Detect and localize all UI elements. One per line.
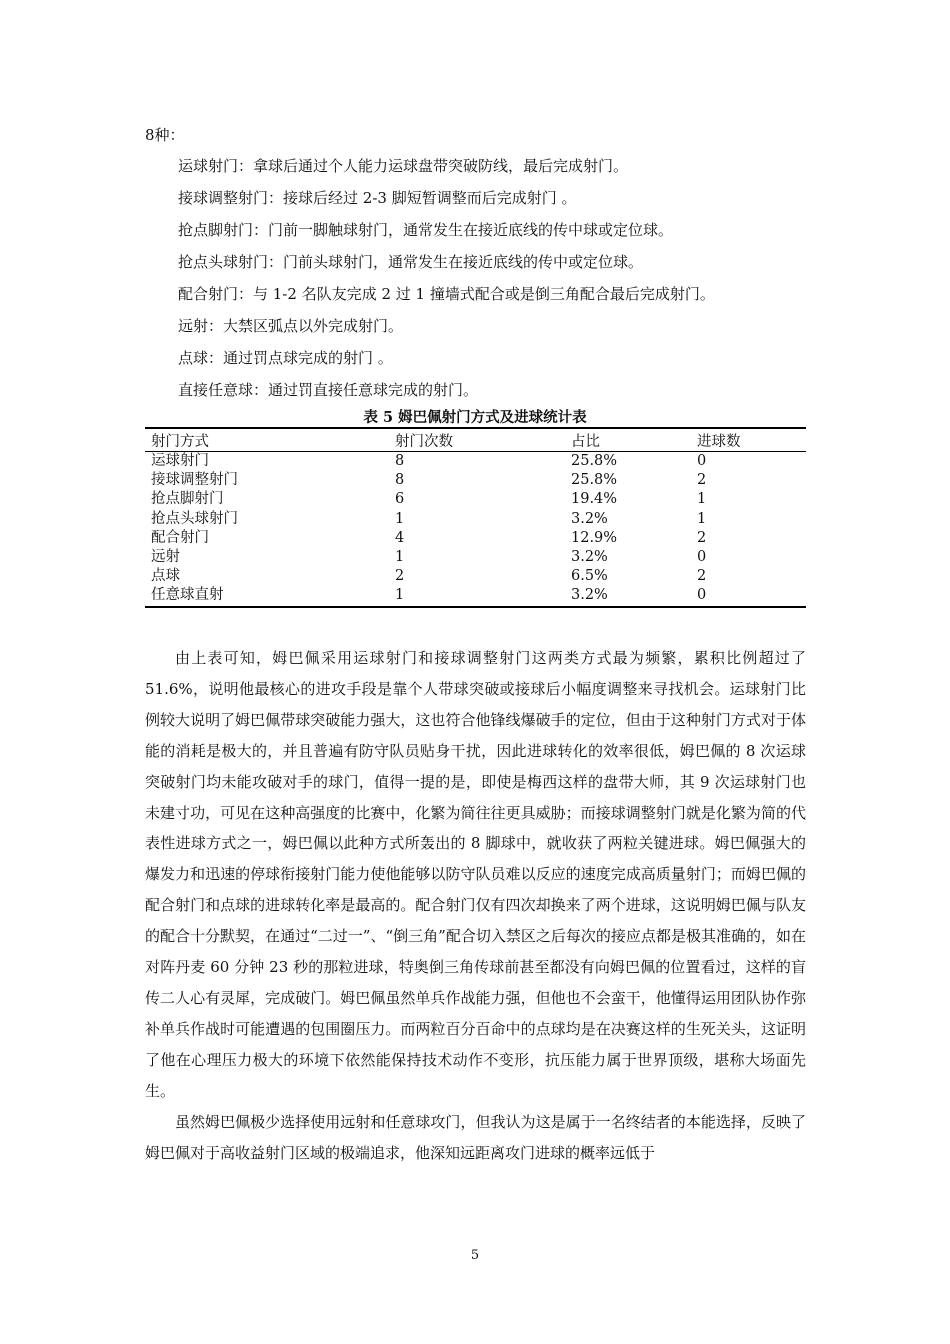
table-cell: 0 [697,549,707,566]
table-row [145,452,806,472]
table-cell: 3.2% [571,549,608,566]
table-caption: 表 5 姆巴佩射门方式及进球统计表 [363,409,587,426]
table-cell: 2 [697,529,707,546]
table-cell: 8 [395,453,405,470]
table-cell: 0 [691,586,806,606]
table-cell: 3.2% [571,510,608,527]
table-cell: 抢点头球射门 [151,510,238,527]
column-header: 占比 [565,428,691,452]
table-cell: 运球射门 [151,453,209,470]
table-row [145,529,806,548]
table-row [145,567,806,586]
table-cell: 6 [395,491,405,508]
table-cell: 配合射门 [151,529,209,546]
table-cell: 8 [395,472,405,489]
definition-item: 抢点头球射门：门前头球射门，通常发生在接近底线的传中或定位球。 [178,253,644,271]
table-cell: 4 [395,529,405,546]
column-header: 射门次数 [389,428,565,452]
table-cell: 抢点脚射门 [151,491,224,508]
paragraph: 虽然姆巴佩极少选择使用远射和任意球攻门，但我认为这是属于一名终结者的本能选择，反映了姆巴佩对于高收益射门区域的极端追求，他深知远距离攻门进球的概率远低于 [145,1112,806,1162]
lead-text: 8种： [145,126,185,144]
table-cell: 2 [697,472,707,489]
table-cell: 点球 [151,568,180,585]
column-header: 射门方式 [145,428,389,452]
table-cell: 2 [697,568,707,585]
table-row [145,490,806,509]
definition-item: 远射：大禁区弧点以外完成射门。 [178,317,404,335]
definition-item: 抢点脚射门：门前一脚触球射门，通常发生在接近底线的传中球或定位球。 [178,221,674,239]
table-cell: 1 [697,510,707,527]
table-row [145,586,806,606]
table-cell: 3.2% [565,586,691,606]
table-cell: 远射 [151,549,180,566]
table-header-row [145,428,806,452]
table-cell: 接球调整射门 [151,472,238,489]
body-text [145,643,806,1168]
table-cell: 任意球直射 [145,586,389,606]
paragraph: 由上表可知，姆巴佩采用运球射门和接球调整射门这两类方式最为频繁，累积比例超过了 51.6%，说明他最核心的进攻手段是靠个人带球突破或接球后小幅度调整来寻找机会。运球射门比例较大说明了姆巴佩带球突破能力强大，这也符合他锋线爆破手的定位，但由于这种射门方式对于体能的消耗是极大的，并且普遍有防守队员贴身干扰，因此进球转化的效率很低，姆巴佩的 8 次运球突破射门均未能攻破对手的球门，值得一提的是，即使是梅西这样的盘带大师，其 9 次运球射门也未建寸功，可见在这种高强度的比赛中，化繁为简往往更具威胁；而接球调整射门就是化繁为简的代表性进球方式之一，姆巴佩以此种方式所轰出的 8 脚球中，就收获了两粒关键进球。姆巴佩强大的爆发力和迅速的停球衔接射门能力使他能够以防守队员难以反应的速度完成高质量射门；而姆巴佩的配合射门和点球的进球转化率是最高的。配合射门仅有四次却换来了两个进球，这说明姆巴佩与队友的配合十分默契，在通过“二过一”、“倒三角”配合切入禁区之后每次的接应点都是极其准确的，如在对阵丹麦 60 分钟 23 秒的那粒进球，特奥倒三角传球前甚至都没有向姆巴佩的位置看过，这样的盲传二人心有灵犀，完成破门。姆巴佩虽然单兵作战能力强，但他也不会蛮干，他懂得运用团队协作弥补单兵作战时可能遭遇的包围圈压力。而两粒百分百命中的点球均是在决赛这样的生死关头，这证明了他在心理压力极大的环境下依然能保持技术动作不变形，抗压能力属于世界顶级，堪称大场面先生。 [145,649,806,1100]
table-cell: 0 [697,453,707,470]
definition-item: 配合射门：与 1-2 名队友完成 2 过 1 撞墙式配合或是倒三角配合最后完成射门。 [178,285,715,303]
page-number: 5 [470,1248,480,1263]
table-cell: 2 [395,568,405,585]
table-cell: 1 [395,549,405,566]
table-cell: 25.8% [571,472,618,489]
definition-item: 直接任意球：通过罚直接任意球完成的射门。 [178,381,479,399]
definition-item: 点球：通过罚点球完成的射门 。 [178,349,393,367]
shot-statistics-table [145,427,806,608]
table-cell: 6.5% [571,568,608,585]
definition-item: 接球调整射门：接球后经过 2-3 脚短暂调整而后完成射门 。 [178,189,577,207]
table-row [145,548,806,567]
shot-type-definitions [178,150,818,406]
table-cell: 25.8% [571,453,618,470]
table-cell: 12.9% [571,529,618,546]
table-row [145,471,806,490]
table-cell: 1 [389,586,565,606]
definition-item: 运球射门：拿球后通过个人能力运球盘带突破防线，最后完成射门。 [178,157,629,175]
table-cell: 1 [395,510,405,527]
table-row [145,510,806,529]
table-cell: 19.4% [571,491,618,508]
column-header: 进球数 [691,428,806,452]
table-cell: 1 [697,491,707,508]
